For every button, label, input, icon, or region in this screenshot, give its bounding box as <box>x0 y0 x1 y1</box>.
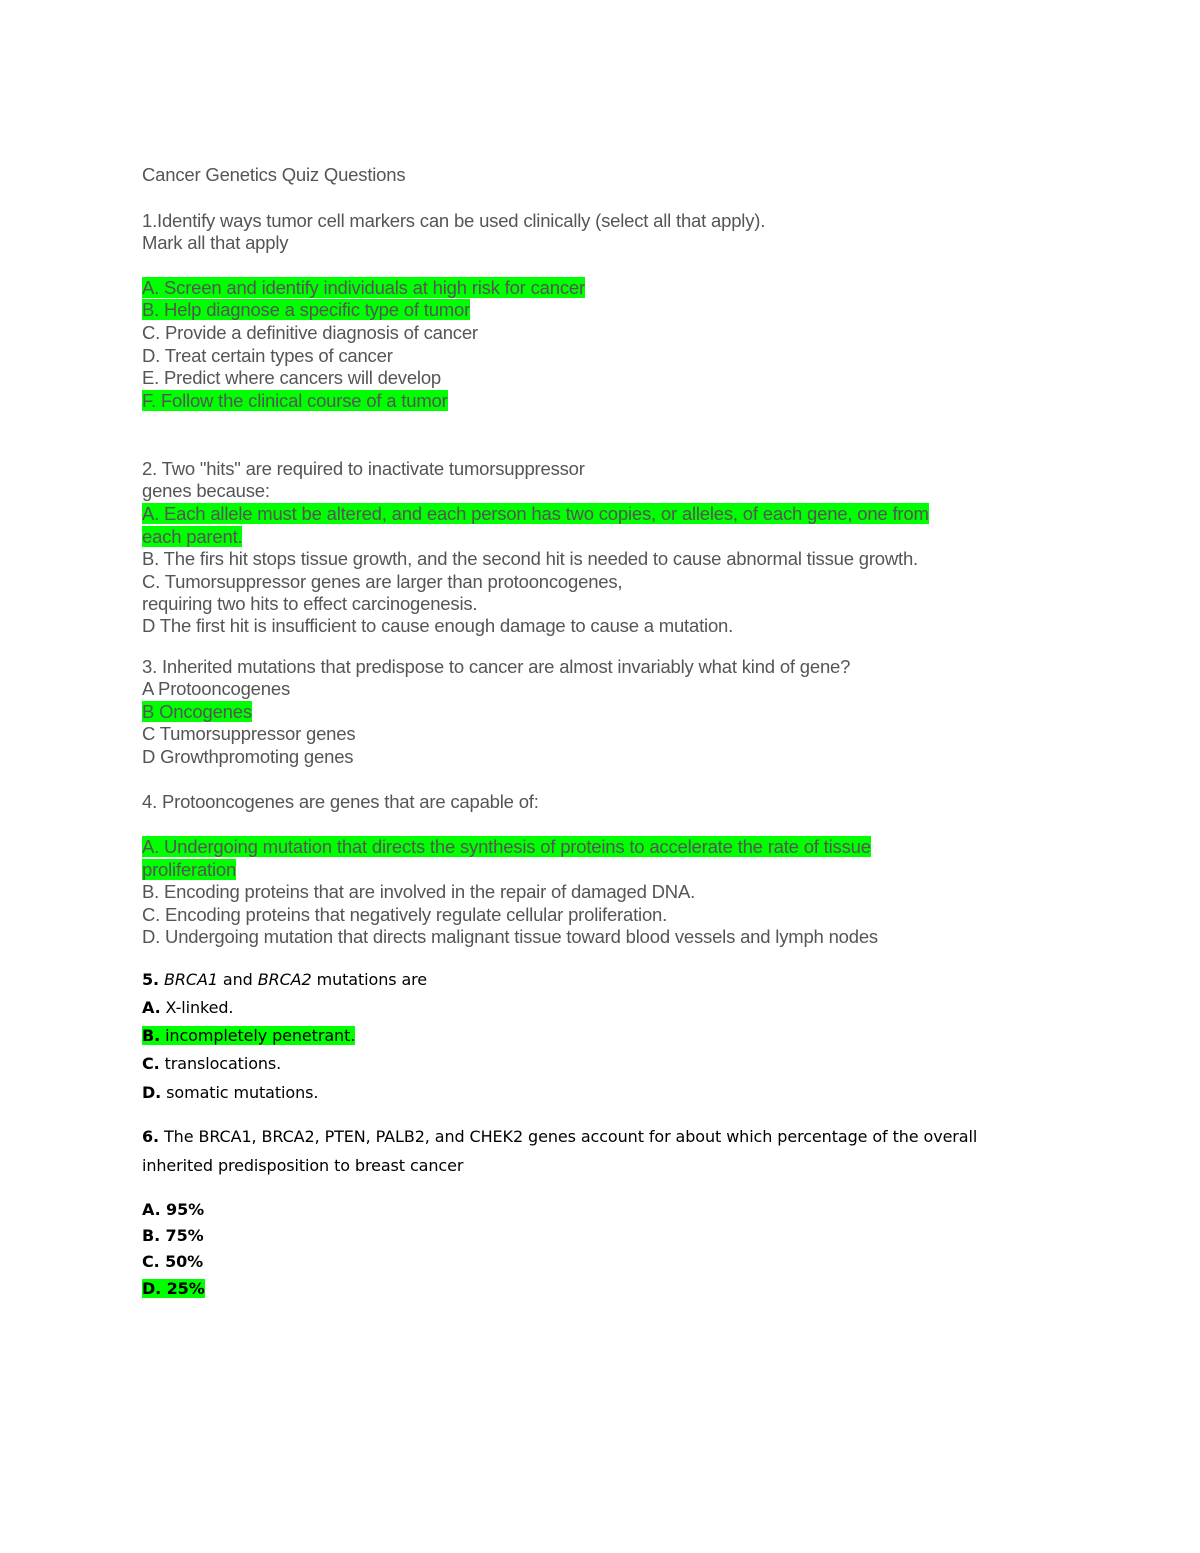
stem-text: mutations are <box>311 970 428 989</box>
question-number: 5. <box>142 970 160 989</box>
question-1-option-a <box>142 277 585 299</box>
question-3-option-d: D Growthpromoting genes <box>142 746 354 767</box>
question-5-option-a <box>142 997 233 1019</box>
question-4-option-c: C. Encoding proteins that negatively regulate cellular proliferation. <box>142 904 668 925</box>
option-text: X-linked. <box>160 998 234 1017</box>
option-letter: A. <box>142 998 161 1017</box>
stem-text: and <box>217 970 258 989</box>
option-letter: C. <box>142 1054 160 1073</box>
question-4-option-d: D. Undergoing mutation that directs malignant tissue toward blood vessels and lymph nodes <box>142 926 878 947</box>
question-3-stem: 3. Inherited mutations that predispose to cancer are almost invariably what kind of gene? <box>142 656 851 677</box>
question-4-option-a-line-2 <box>142 859 236 881</box>
answer-highlight: proliferation <box>142 859 237 880</box>
question-5-stem <box>142 969 427 991</box>
question-5-option-b <box>142 1025 355 1047</box>
option-text: 75% <box>160 1226 204 1245</box>
answer-highlight: A. Each allele must be altered, and each person has two copies, or alleles, of each gene, one from <box>142 503 929 524</box>
answer-highlight: F. Follow the clinical course of a tumor <box>142 390 448 411</box>
question-1-option-b <box>142 299 470 321</box>
question-6-option-b <box>142 1225 204 1247</box>
question-6-stem-line-2: inherited predisposition to breast cancer <box>142 1156 464 1175</box>
question-1-option-e: E. Predict where cancers will develop <box>142 367 442 388</box>
gene-name: BRCA1 <box>164 970 218 989</box>
question-1-stem: 1.Identify ways tumor cell markers can be used clinically (select all that apply). <box>142 210 766 231</box>
option-letter: C. <box>142 1252 160 1271</box>
answer-highlight: A. Undergoing mutation that directs the synthesis of proteins to accelerate the rate of tissue <box>142 836 871 857</box>
question-5-option-d <box>142 1082 318 1104</box>
question-2-stem-line-1: 2. Two "hits" are required to inactivate tumorsuppressor <box>142 458 585 479</box>
question-2-option-c-line-1: C. Tumorsuppressor genes are larger than protooncogenes, <box>142 571 623 592</box>
answer-highlight: B. Help diagnose a specific type of tumor <box>142 299 471 320</box>
question-4-option-b: B. Encoding proteins that are involved in the repair of damaged DNA. <box>142 881 696 902</box>
option-letter: B. <box>142 1026 161 1045</box>
option-letter: D. <box>142 1279 162 1298</box>
option-text: incompletely penetrant. <box>160 1026 356 1045</box>
question-6-option-d <box>142 1278 205 1300</box>
question-2-option-c-line-2: requiring two hits to effect carcinogenesis. <box>142 593 478 614</box>
question-3-option-b <box>142 701 252 723</box>
question-2-option-d: D The first hit is insufficient to cause enough damage to cause a mutation. <box>142 615 734 636</box>
option-text: 95% <box>160 1200 205 1219</box>
question-2-option-a-line-1 <box>142 503 929 525</box>
question-1-option-c: C. Provide a definitive diagnosis of cancer <box>142 322 478 343</box>
stem-text: The BRCA1, BRCA2, PTEN, PALB2, and CHEK2 genes account for about which percentage of the overall <box>159 1127 978 1146</box>
question-6-option-c <box>142 1251 203 1273</box>
question-1-option-d: D. Treat certain types of cancer <box>142 345 393 366</box>
question-5-option-c <box>142 1053 281 1075</box>
question-number: 6. <box>142 1127 160 1146</box>
question-3-option-a: A Protooncogenes <box>142 678 290 699</box>
question-6-option-a <box>142 1199 204 1221</box>
option-letter: D. <box>142 1083 162 1102</box>
question-2-option-b: B. The firs hit stops tissue growth, and the second hit is needed to cause abnormal tissue growth. <box>142 548 918 569</box>
option-text: translocations. <box>159 1054 282 1073</box>
question-1-option-f <box>142 390 448 412</box>
question-2-stem-line-2: genes because: <box>142 480 270 501</box>
question-4-stem: 4. Protooncogenes are genes that are capable of: <box>142 791 539 812</box>
option-letter: B. <box>142 1226 161 1245</box>
answer-highlight: B Oncogenes <box>142 701 252 722</box>
question-1-instruction: Mark all that apply <box>142 232 289 253</box>
option-letter: A. <box>142 1200 161 1219</box>
answer-highlight: each parent. <box>142 526 243 547</box>
question-3-option-c: C Tumorsuppressor genes <box>142 723 356 744</box>
answer-highlight: A. Screen and identify individuals at high risk for cancer <box>142 277 585 298</box>
option-text: somatic mutations. <box>161 1083 319 1102</box>
option-text: 50% <box>159 1252 204 1271</box>
document-title: Cancer Genetics Quiz Questions <box>142 164 406 185</box>
question-4-option-a-line-1 <box>142 836 871 858</box>
option-text: 25% <box>161 1279 205 1298</box>
gene-name: BRCA2 <box>257 970 312 989</box>
question-6-stem-line-1 <box>142 1126 977 1148</box>
question-2-option-a-line-2 <box>142 526 242 548</box>
